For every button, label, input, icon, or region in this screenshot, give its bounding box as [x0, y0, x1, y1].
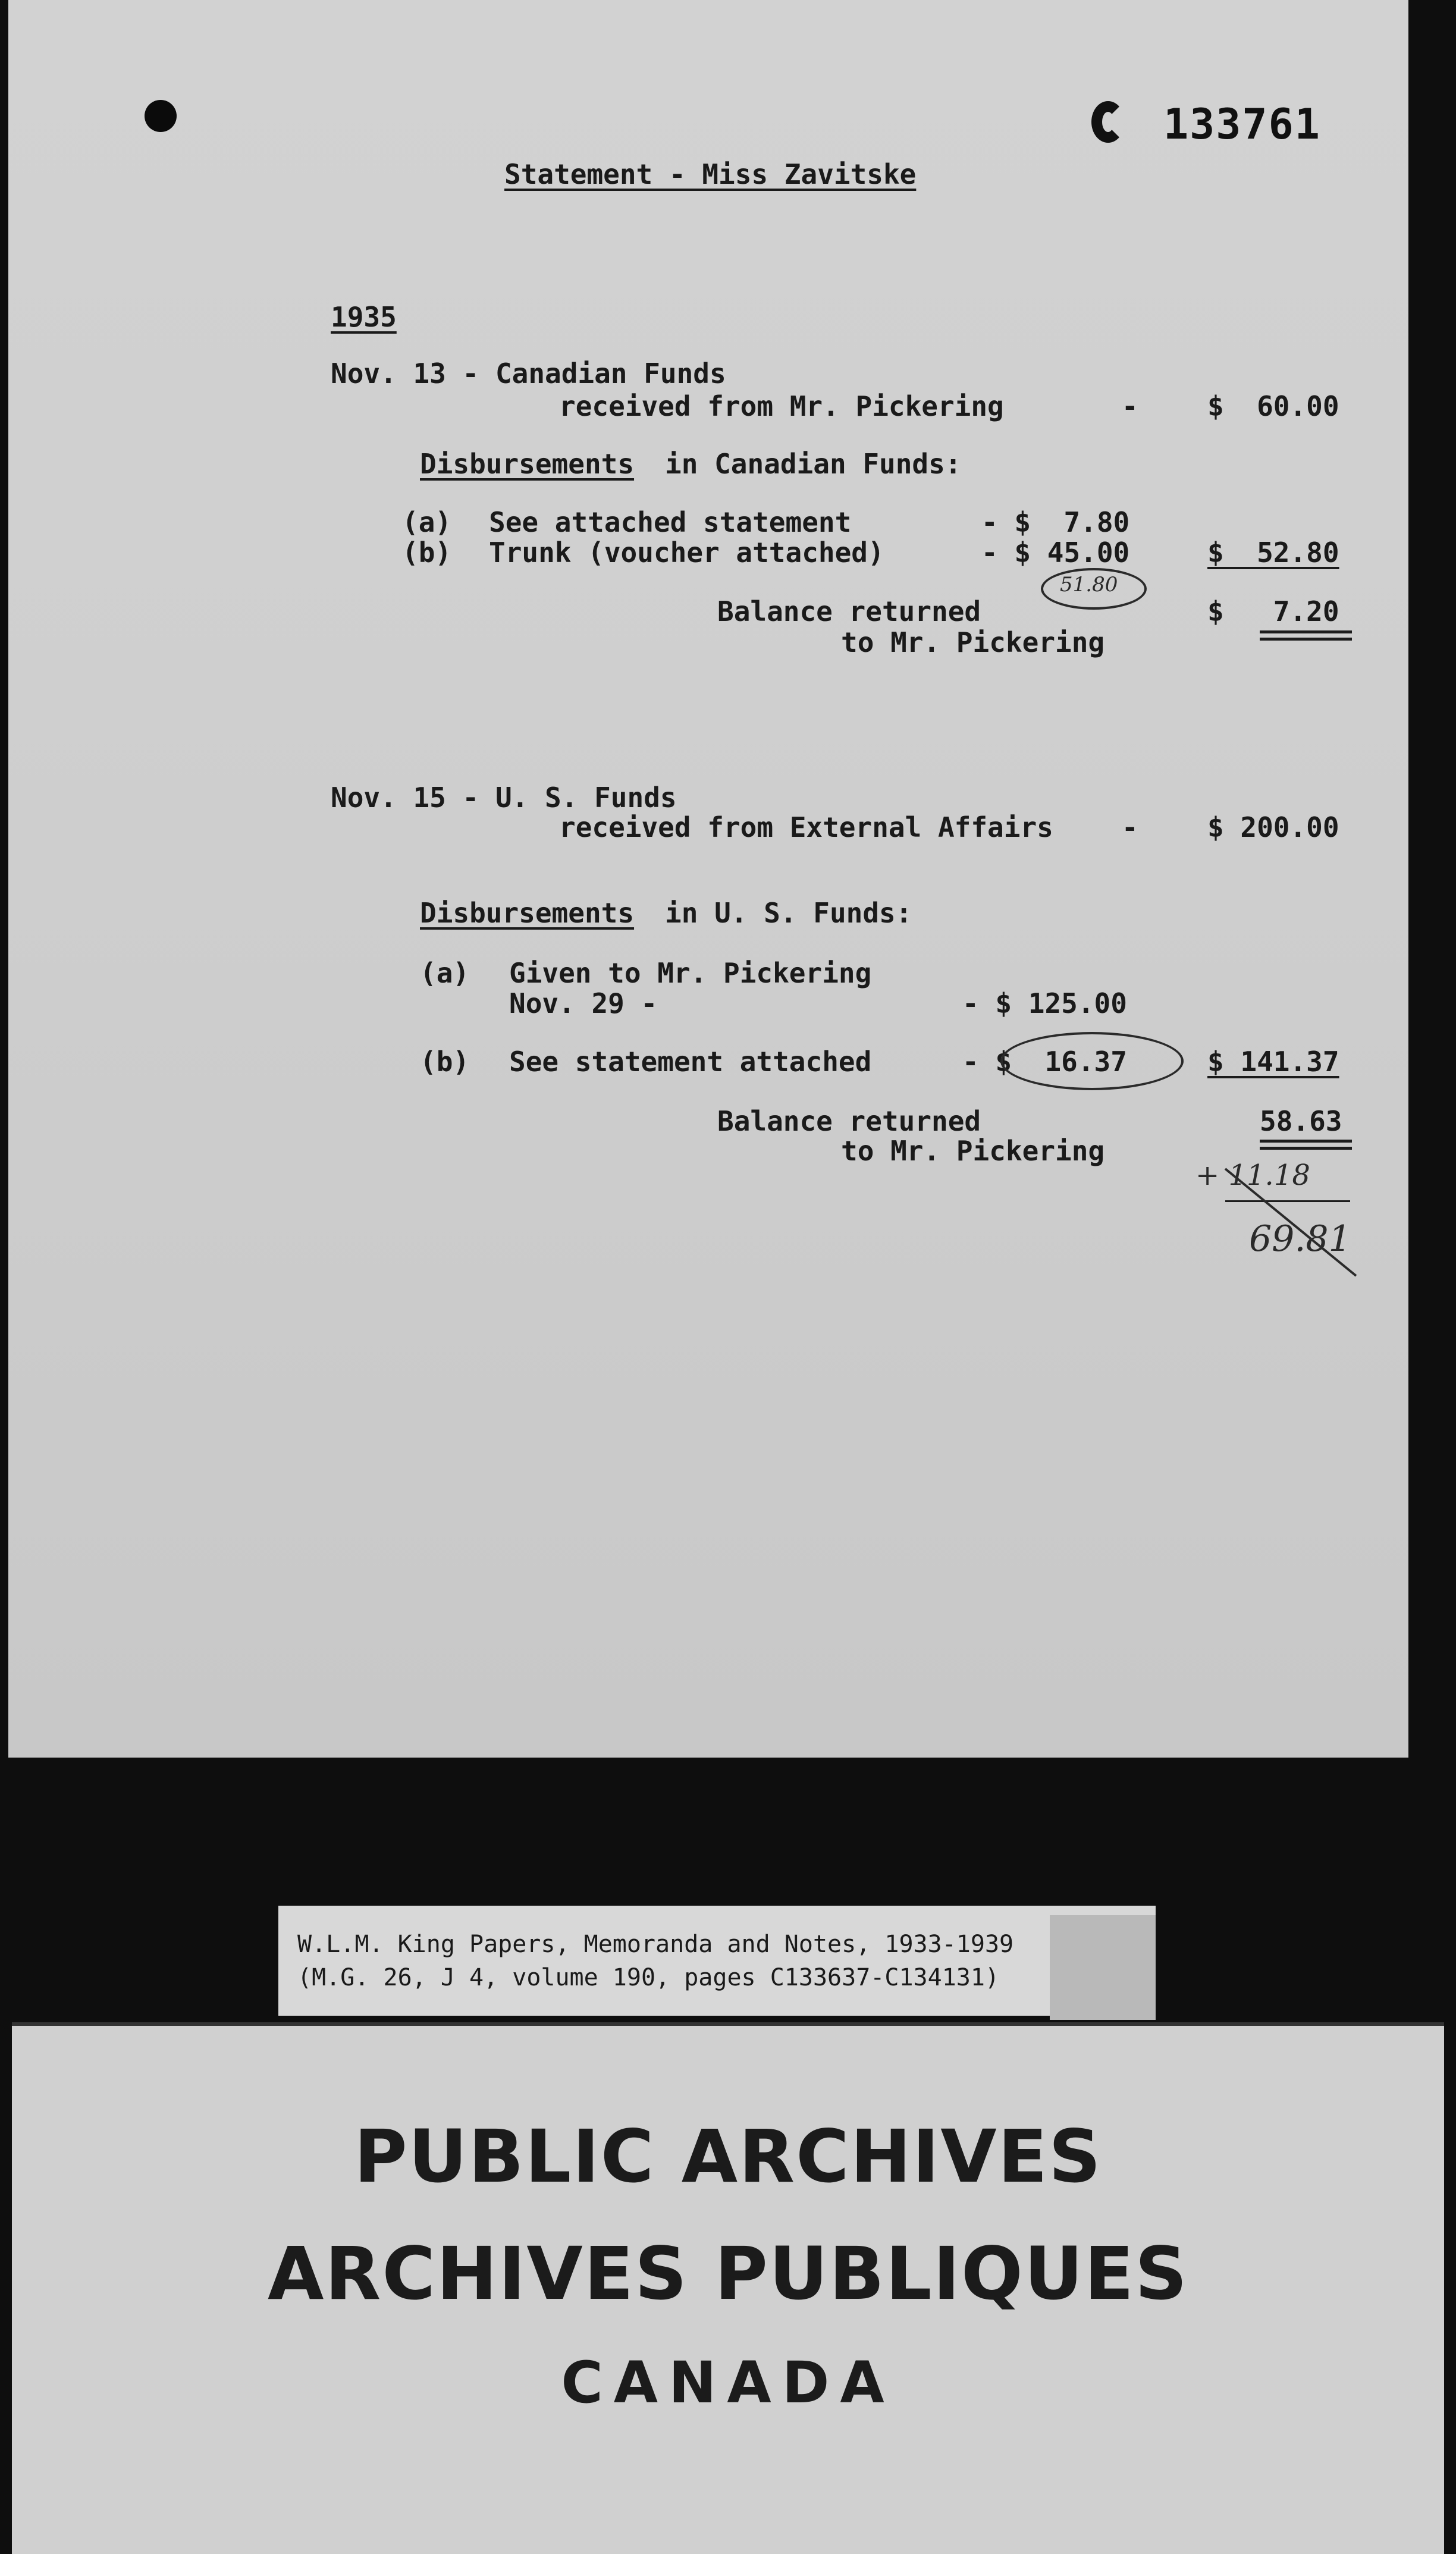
memo-sheet — [8, 0, 1408, 1758]
item-label: (a) — [402, 506, 452, 538]
handwritten-addition: + 11.18 — [1195, 1159, 1310, 1192]
disbursement-total: $ 52.80 — [1207, 536, 1339, 569]
us-funds-date: Nov. 15 - U. S. Funds — [331, 782, 677, 814]
us-funds-amount: $ 200.00 — [1207, 811, 1339, 843]
canadian-funds-source: received from Mr. Pickering — [559, 390, 1004, 422]
disbursements-heading-rest: in Canadian Funds: — [665, 448, 962, 480]
dash: - — [1122, 811, 1138, 843]
disbursements-heading: Disbursements — [420, 448, 635, 480]
reference-number: 133761 — [1163, 100, 1321, 149]
balance-returned-recipient: to Mr. Pickering — [841, 626, 1105, 658]
archives-line-country: CANADA — [561, 2349, 895, 2416]
us-funds-source: received from External Affairs — [559, 811, 1053, 843]
dash: - — [1122, 390, 1138, 422]
item-description: Given to Mr. Pickering — [509, 957, 872, 989]
item-description: Trunk (voucher attached) — [489, 536, 884, 569]
item-description: Nov. 29 - — [509, 987, 658, 1019]
canadian-funds-amount: $ 60.00 — [1207, 390, 1339, 422]
caption-line-2: (M.G. 26, J 4, volume 190, pages C133637-C134131) — [297, 1964, 1000, 1991]
archives-line-french: ARCHIVES PUBLIQUES — [267, 2232, 1189, 2316]
item-label: (b) — [402, 536, 452, 569]
item-amount: - $ 45.00 — [981, 536, 1130, 569]
double-underline — [1260, 1140, 1352, 1143]
handwritten-sum: 51.80 — [1060, 573, 1118, 597]
archive-caption-label — [278, 1906, 1156, 2016]
canadian-funds-date: Nov. 13 - Canadian Funds — [331, 357, 726, 390]
double-underline — [1260, 630, 1352, 633]
caption-line-1: W.L.M. King Papers, Memoranda and Notes, 1933-1939 — [297, 1931, 1014, 1958]
year-heading: 1935 — [331, 301, 397, 333]
balance-returned-label: Balance returned — [717, 1105, 981, 1137]
item-amount: - $ 16.37 — [962, 1046, 1127, 1078]
handwritten-circle — [1000, 1032, 1184, 1090]
punch-hole — [145, 100, 177, 132]
disbursements-heading-rest: in U. S. Funds: — [665, 897, 912, 929]
statement-title: Statement - Miss Zavitske — [504, 158, 917, 190]
c-stamp-icon — [1091, 101, 1125, 143]
handwritten-total: 69.81 — [1249, 1218, 1351, 1260]
balance-amount: 58.63 — [1260, 1105, 1342, 1137]
balance-amount: $ 7.20 — [1207, 595, 1339, 627]
item-description: See attached statement — [489, 506, 852, 538]
item-label: (b) — [420, 1046, 470, 1078]
double-underline — [1260, 638, 1352, 641]
item-amount: - $ 125.00 — [962, 987, 1127, 1019]
archives-line-english: PUBLIC ARCHIVES — [354, 2114, 1102, 2199]
disbursement-total: $ 141.37 — [1207, 1046, 1339, 1078]
disbursements-heading: Disbursements — [420, 897, 635, 929]
balance-returned-label: Balance returned — [717, 595, 981, 627]
item-label: (a) — [420, 957, 470, 989]
double-underline — [1260, 1147, 1352, 1150]
caption-tab — [1050, 1915, 1156, 2020]
item-amount: - $ 7.80 — [981, 506, 1130, 538]
handwritten-strike — [1207, 1163, 1374, 1282]
balance-returned-recipient: to Mr. Pickering — [841, 1135, 1105, 1167]
item-description: See statement attached — [509, 1046, 872, 1078]
